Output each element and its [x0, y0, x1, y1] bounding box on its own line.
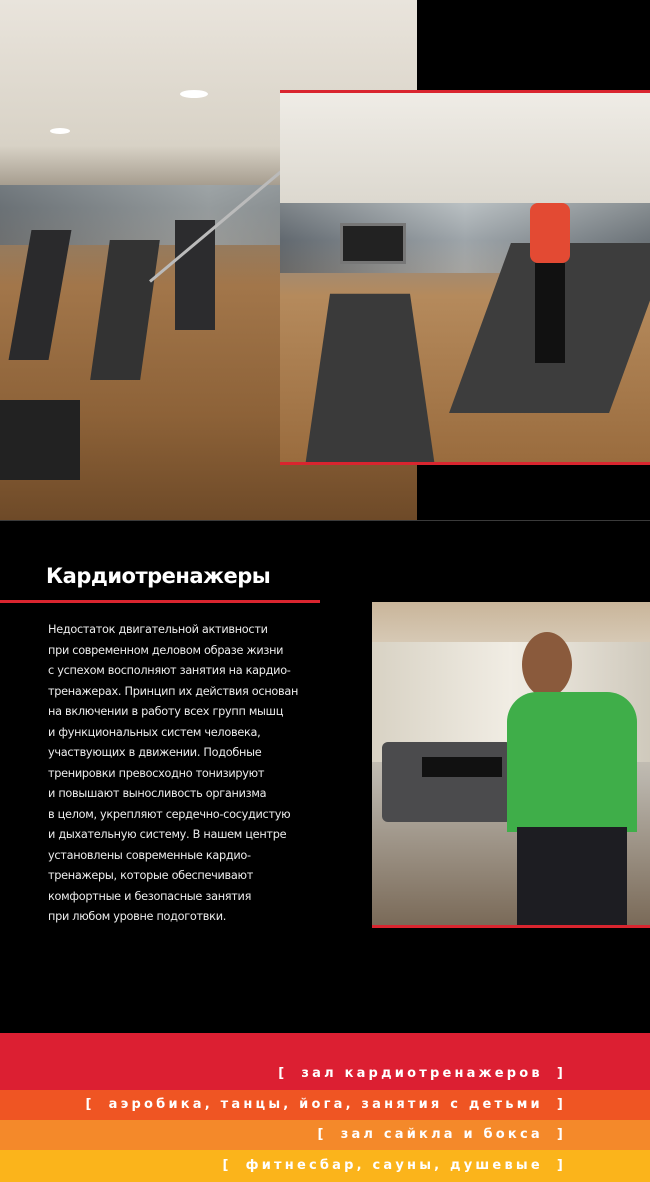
body-line: при современном деловом образе жизни: [48, 643, 284, 657]
band-label: зал сайкла и бокса: [340, 1127, 543, 1142]
photo-treadmills: [280, 90, 650, 465]
elliptical-machine: [90, 240, 160, 380]
band-label: фитнесбар, сауны, душевые: [245, 1158, 543, 1173]
body-line: с успехом восполняют занятия на кардио-: [48, 664, 291, 677]
band-label: аэробика, танцы, йога, занятия с детьми: [108, 1097, 543, 1112]
section-divider: [0, 520, 650, 521]
body-line: участвующих в движении. Подобные: [48, 746, 262, 759]
band-label: зал кардиотренажеров: [301, 1066, 543, 1081]
person-pants: [517, 827, 627, 927]
title-underline: [0, 600, 320, 603]
body-line: Недостаток двигательной активности: [48, 623, 268, 636]
body-line: в целом, укрепляют сердечно-сосудистую: [48, 807, 291, 821]
section-body: [48, 620, 348, 928]
runner: [530, 203, 570, 263]
elliptical-machine: [0, 400, 80, 480]
treadmill-console: [340, 223, 406, 264]
body-line: установлены современные кардио-: [48, 848, 251, 862]
ceiling-light: [180, 90, 208, 98]
elliptical-machine: [9, 230, 72, 360]
ceiling-light: [50, 128, 70, 134]
menu-band-aerobics[interactable]: [0, 1090, 650, 1120]
bracket-open: [: [317, 1127, 327, 1142]
bracket-open: [: [278, 1066, 288, 1081]
body-line: при любом уровне подоготвки.: [48, 910, 227, 923]
section-title: Кардиотренажеры: [46, 564, 271, 588]
body-line: тренажерах. Принцип их действия основан: [48, 684, 299, 698]
bracket-open: [: [85, 1097, 95, 1112]
bracket-close: ]: [556, 1097, 566, 1112]
body-line: и функциональных систем человека,: [48, 725, 261, 739]
menu-band-cardio[interactable]: [0, 1033, 650, 1090]
body-line: на включении в работу всех групп мышц: [48, 705, 284, 718]
bracket-close: ]: [556, 1158, 566, 1173]
bracket-open: [: [222, 1158, 232, 1173]
body-line: и дыхательную систему. В нашем центре: [48, 828, 287, 841]
body-line: комфортные и безопасные занятия: [48, 889, 252, 903]
menu-band-fitnessbar[interactable]: [0, 1150, 650, 1182]
treadmill-belt: [303, 294, 436, 465]
person-head: [522, 632, 572, 697]
body-line: и повышают выносливость организма: [48, 787, 267, 800]
body-line: тренировки превосходно тонизируют: [48, 766, 265, 780]
bracket-close: ]: [556, 1127, 566, 1142]
runner-legs: [535, 263, 565, 363]
bracket-close: ]: [556, 1066, 566, 1081]
treadmill-console: [382, 742, 512, 822]
photo-man-on-treadmill: [372, 602, 650, 928]
body-line: тренажеры, которые обеспечивают: [48, 869, 254, 882]
elliptical-machine: [175, 220, 215, 330]
menu-band-cycle-boxing[interactable]: [0, 1120, 650, 1150]
person-shirt: [507, 692, 637, 832]
console-display: [422, 757, 502, 777]
